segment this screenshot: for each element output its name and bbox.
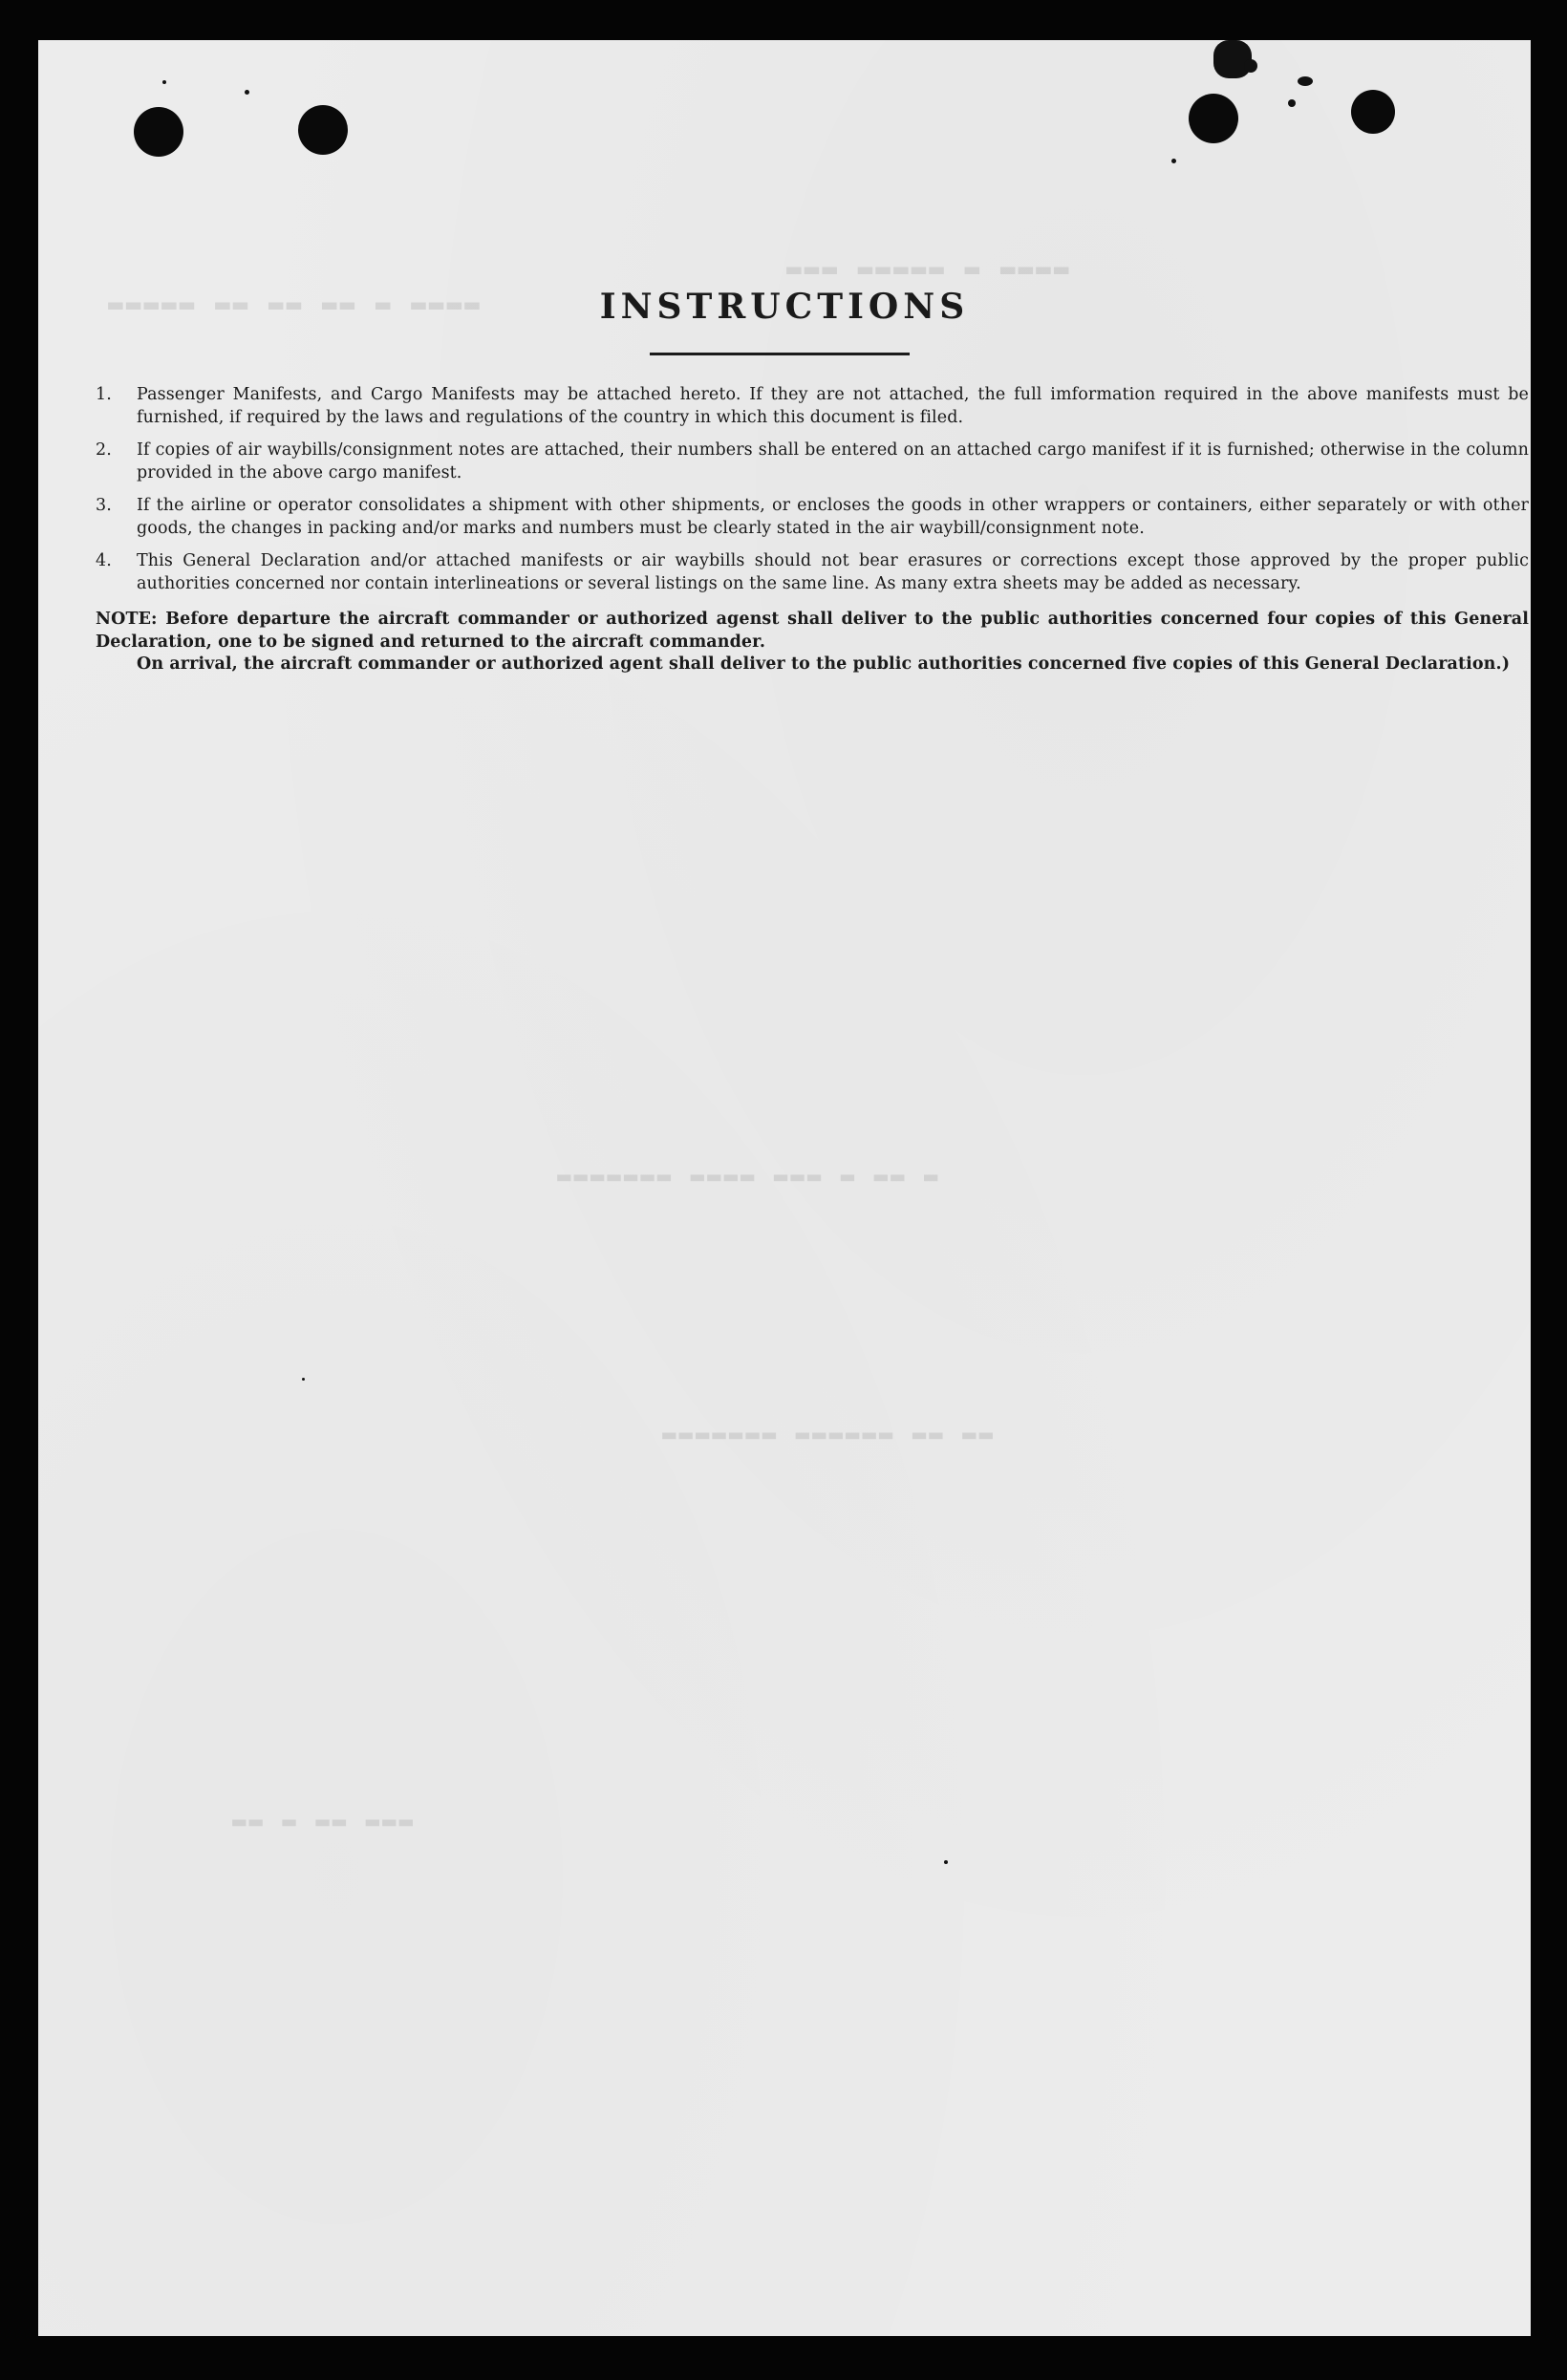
bleed-through-texture: ▬ ▬▬ ▬ ▬▬▬ ▬▬▬▬ ▬▬▬▬▬▬▬ xyxy=(554,1163,938,1190)
note-text-departure: Before departure the aircraft commander or authorized agenst shall deliver to the public authorities concerned four copies of this General Declaration, one to be signed and returned to the aircraft commander. xyxy=(96,610,1529,652)
instruction-number: 2. xyxy=(96,440,112,460)
punch-hole-left-2 xyxy=(298,105,348,155)
ink-speck xyxy=(944,1860,948,1864)
page-title: INSTRUCTIONS xyxy=(599,287,970,327)
ink-speck xyxy=(1288,99,1296,107)
ink-speck xyxy=(162,80,166,84)
instruction-item xyxy=(96,495,1529,540)
instruction-text: Passenger Manifests, and Cargo Manifests may be attached hereto. If they are not attached, the full imformation required in the above manifests must be furnished, if required by the laws and regulations of the country in which this document is filed. xyxy=(137,385,1529,427)
title-underline xyxy=(650,353,910,355)
note-block xyxy=(96,609,1529,654)
punch-hole-right-1 xyxy=(1189,94,1238,143)
instruction-number: 3. xyxy=(96,496,112,515)
ink-speck xyxy=(1171,159,1176,163)
punch-hole-right-2 xyxy=(1351,90,1395,134)
ink-speck xyxy=(1213,40,1252,78)
bleed-through-texture: ▬▬▬▬ ▬ ▬▬▬▬▬ ▬▬▬ xyxy=(784,255,1069,284)
instruction-item xyxy=(96,384,1529,429)
instruction-number: 1. xyxy=(96,385,112,404)
instruction-text: This General Declaration and/or attached manifests or air waybills should not bear erasures or corrections except those approved by the proper public authorities concerned nor contain interlineations or several listings on the same line. As many extra sheets may be added as necessary. xyxy=(137,551,1529,593)
instruction-text: If the airline or operator consolidates a shipment with other shipments, or encloses the goods in other wrappers or containers, either separately or with other goods, the changes in packing and/or marks and numbers must be clearly stated in the air waybill/consignment note. xyxy=(137,496,1529,538)
note-text-arrival: On arrival, the aircraft commander or authorized agent shall deliver to the public authorities concerned five copies of this General Declaration.) xyxy=(137,654,1511,674)
bleed-through-texture: ▬▬ ▬▬ ▬▬▬▬▬▬ ▬▬▬▬▬▬▬ xyxy=(659,1421,993,1447)
punch-hole-left-1 xyxy=(134,107,183,157)
instruction-item xyxy=(96,550,1529,595)
document-page xyxy=(38,40,1531,2336)
bleed-through-texture: ▬▬▬▬ ▬ ▬▬ ▬▬ ▬▬ ▬▬▬▬▬ xyxy=(105,290,480,319)
ink-speck xyxy=(1244,59,1257,73)
instructions-list xyxy=(96,384,1529,676)
ink-speck xyxy=(1298,76,1313,86)
instruction-item xyxy=(96,440,1529,484)
ink-speck xyxy=(245,90,249,95)
instruction-number: 4. xyxy=(96,551,112,570)
bleed-through-texture: ▬▬▬ ▬▬ ▬ ▬▬ xyxy=(229,1808,413,1834)
instruction-text: If copies of air waybills/consignment notes are attached, their numbers shall be entered on an attached cargo manifest if it is furnished; otherwise in the column provided in the above cargo manifest. xyxy=(137,440,1529,482)
note-label: NOTE: xyxy=(96,610,158,629)
ink-speck xyxy=(302,1378,305,1381)
